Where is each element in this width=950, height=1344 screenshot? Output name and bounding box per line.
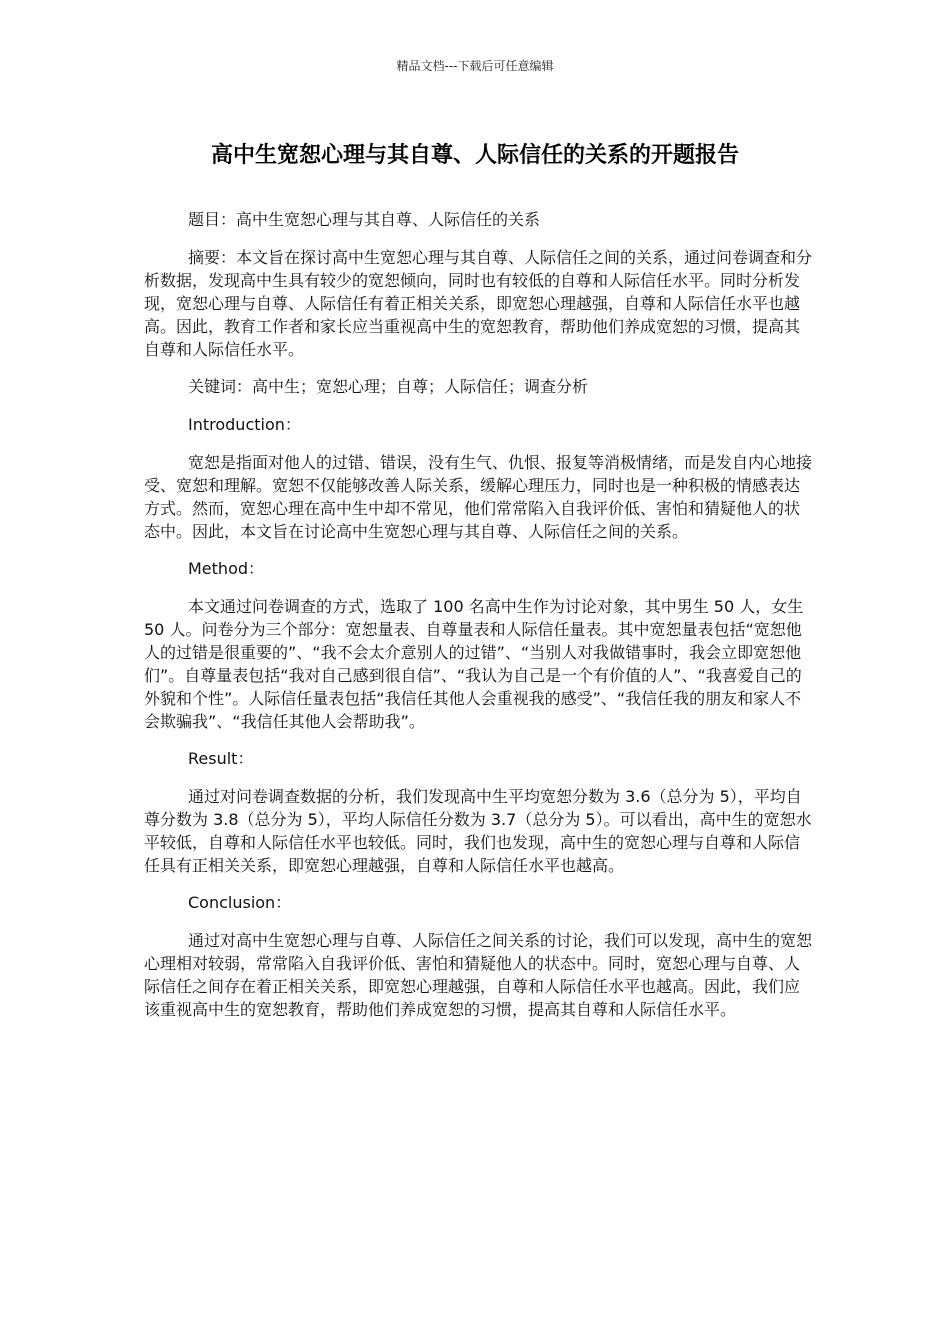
document-title: 高中生宽恕心理与其自尊、人际信任的关系的开题报告 bbox=[210, 143, 739, 168]
conclusion-heading: Conclusion： bbox=[188, 893, 292, 912]
topic-line: 题目：高中生宽恕心理与其自尊、人际信任的关系 bbox=[188, 210, 541, 229]
result-heading: Result： bbox=[188, 749, 254, 768]
result-paragraph: 通过对问卷调查数据的分析，我们发现高中生平均宽恕分数为 3.6（总分为 5），平均自尊分数为 3.8（总分为 5），平均人际信任分数为 3.7（总分为 5）。可以看出，高中生的宽恕水平较低，自尊和人际信任水平也较低。同时，我们也发现，高中生的宽恕心理与自尊和人际信任具有正相关关系，即宽恕心理越强，自尊和人际信任水平也越高。 bbox=[144, 787, 812, 875]
keywords-line: 关键词：高中生；宽恕心理；自尊；人际信任；调查分析 bbox=[188, 377, 589, 396]
method-heading: Method： bbox=[188, 559, 265, 578]
method-paragraph: 本文通过问卷调查的方式，选取了 100 名高中生作为讨论对象，其中男生 50 人，女生 50 人。问卷分为三个部分：宽恕量表、自尊量表和人际信任量表。其中宽恕量表包括“宽恕他人的过错是很重要的”、“我不会太介意别人的过错”、“当别人对我做错事时，我会立即宽恕他们”。自尊量表包括“我对自己感到很自信”、“我认为自己是一个有价值的人”、“我喜爱自己的外貌和个性”。人际信任量表包括“我信任其他人会重视我的感受”、“我信任我的朋友和家人不会欺骗我”、“我信任其他人会帮助我”。 bbox=[144, 597, 804, 731]
abstract-paragraph: 摘要：本文旨在探讨高中生宽恕心理与其自尊、人际信任之间的关系，通过问卷调查和分析数据，发现高中生具有较少的宽恕倾向，同时也有较低的自尊和人际信任水平。同时分析发现，宽恕心理与自尊、人际信任有着正相关关系，即宽恕心理越强，自尊和人际信任水平也越高。因此，教育工作者和家长应当重视高中生的宽恕教育，帮助他们养成宽恕的习惯，提高其自尊和人际信任水平。 bbox=[144, 248, 813, 359]
document-body bbox=[144, 208, 812, 1035]
introduction-heading: Introduction： bbox=[188, 415, 301, 434]
introduction-paragraph: 宽恕是指面对他人的过错、错误，没有生气、仇恨、报复等消极情绪，而是发自内心地接受、宽恕和理解。宽恕不仅能够改善人际关系，缓解心理压力，同时也是一种积极的情感表达方式。然而，宽恕心理在高中生中却不常见，他们常常陷入自我评价低、害怕和猜疑他人的状态中。因此，本文旨在讨论高中生宽恕心理与其自尊、人际信任之间的关系。 bbox=[144, 453, 813, 541]
conclusion-paragraph: 通过对高中生宽恕心理与自尊、人际信任之间关系的讨论，我们可以发现，高中生的宽恕心理相对较弱，常常陷入自我评价低、害怕和猜疑他人的状态中。同时，宽恕心理与自尊、人际信任之间存在着正相关关系，即宽恕心理越强，自尊和人际信任水平也越高。因此，我们应该重视高中生的宽恕教育，帮助他们养成宽恕的习惯，提高其自尊和人际信任水平。 bbox=[144, 931, 813, 1019]
page-header-note: 精品文档---下载后可任意编辑 bbox=[396, 59, 554, 73]
